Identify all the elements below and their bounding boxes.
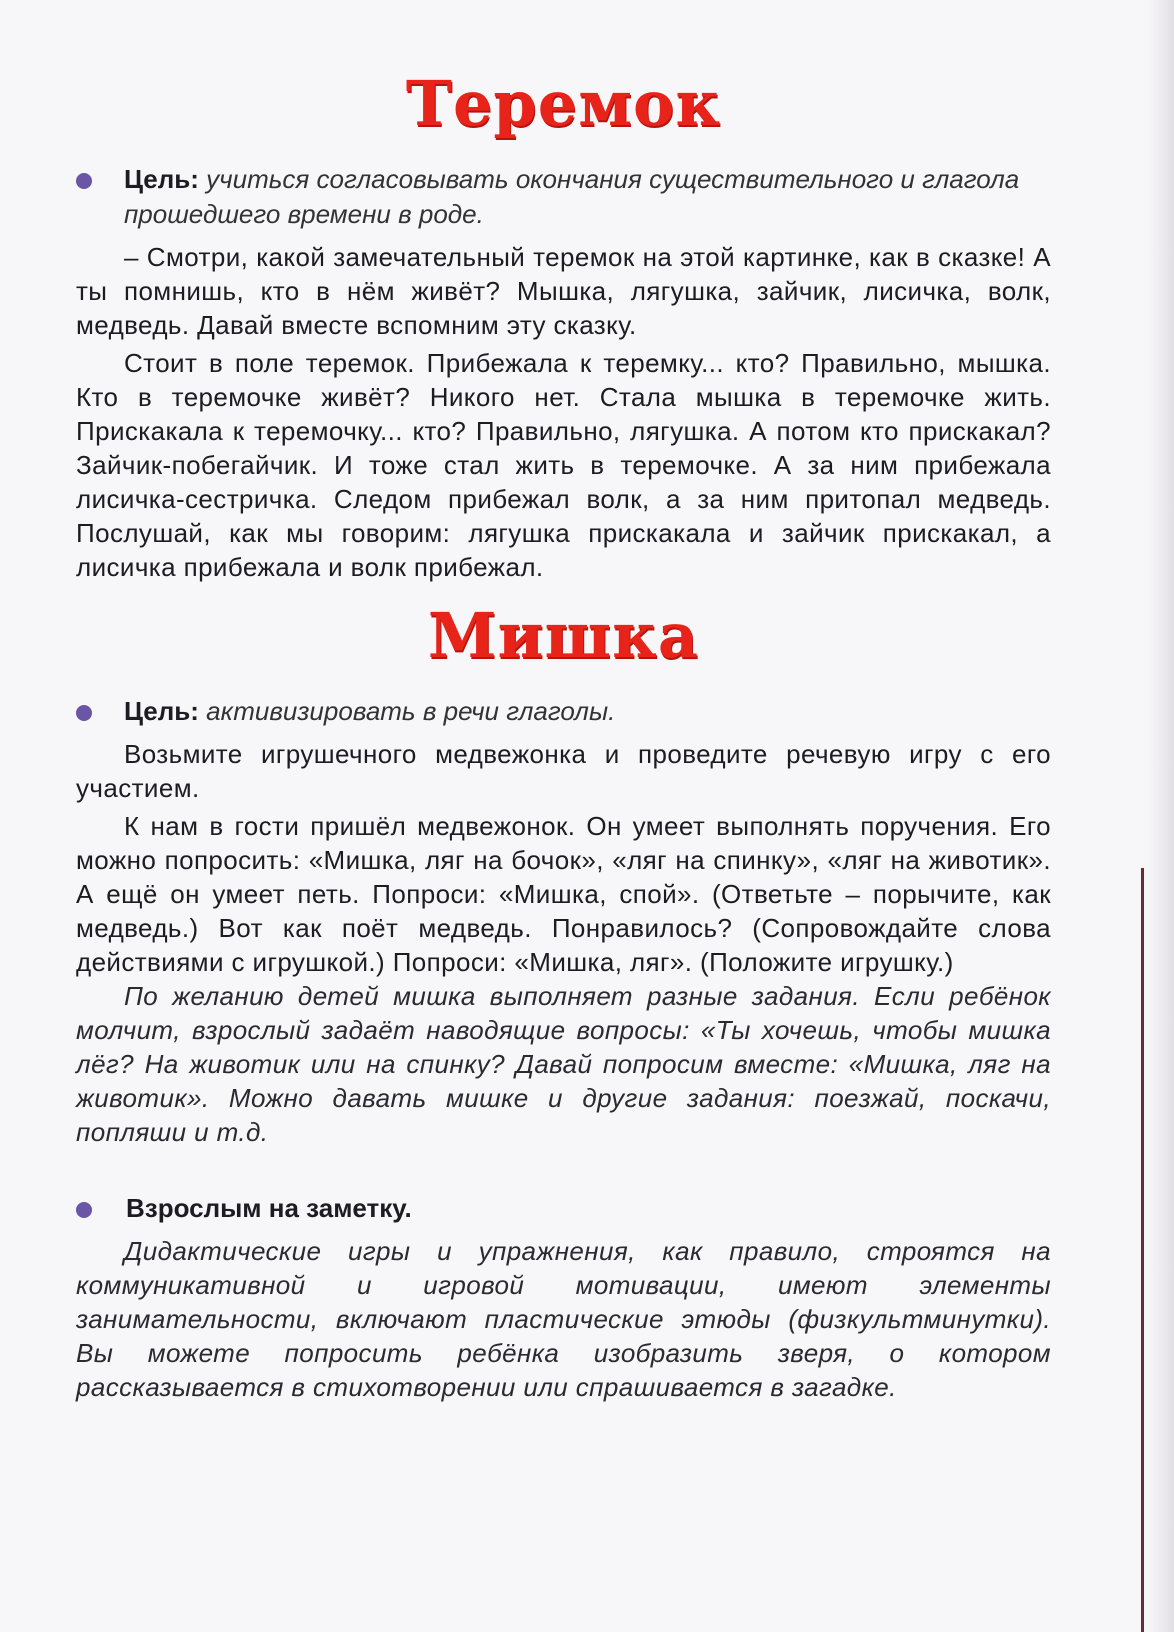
- note-heading: [76, 1191, 1051, 1226]
- bullet-icon: [76, 1202, 92, 1218]
- paragraph: – Смотри, какой замечательный теремок на этой картинке, как в сказке! А ты помнишь, кто в нём живёт? Мышка, лягушка, зайчик, лисичка, волк, медведь. Давай вместе вспомним эту сказку.: [76, 242, 1051, 340]
- goal-text: учиться согласовывать окончания существительного и глагола прошедшего времени в роде.: [124, 164, 1020, 229]
- goal-line: [76, 162, 1051, 232]
- section-mishka: [76, 592, 1051, 1149]
- paragraph-italic: По желанию детей мишка выполняет разные задания. Если ребёнок молчит, взрослый задаёт наводящие вопросы: «Ты хочешь, чтобы мишка лёг? На животик или на спинку? Давай попросим вместе: «Мишка, ляг на животик». Можно давать мишке и другие задания: поезжай, поскачи, попляши и т.д.: [76, 981, 1051, 1147]
- margin-line: [1141, 868, 1144, 1632]
- paragraph: Возьмите игрушечного медвежонка и проведите речевую игру с его участием.: [76, 739, 1051, 803]
- goal-label: Цель:: [124, 164, 199, 194]
- note-text: Дидактические игры и упражнения, как правило, строятся на коммуникативной и игровой мотивации, имеют элементы занимательности, включают пластические этюды (физкультминутки). Вы можете попросить ребёнка изобразить зверя, о котором рассказывается в стихотворении или спрашивается в загадке.: [76, 1236, 1051, 1402]
- note-heading-text: Взрослым на заметку.: [126, 1193, 412, 1223]
- bullet-icon: [76, 705, 92, 721]
- adult-note: [76, 1191, 1051, 1404]
- paragraph: К нам в гости пришёл медвежонок. Он умеет выполнять поручения. Его можно попросить: «Мишка, ляг на бочок», «ляг на спинку», «ляг на животик». А ещё он умеет петь. Попроси: «Мишка, спой». (Ответьте – порычите, как медведь.) Вот как поёт медведь. Понравилось? (Сопровождайте слова действиями с игрушкой.) Попроси: «Мишка, ляг». (Положите игрушку.): [76, 811, 1051, 977]
- page-edge-shadow: [1146, 0, 1174, 1632]
- section-title: Теремок: [405, 67, 722, 140]
- section-teremok: [76, 60, 1051, 584]
- paragraph: Стоит в поле теремок. Прибежала к теремку... кто? Правильно, мышка. Кто в теремочке живёт? Никого нет. Стала мышка в теремочке жить. Прискакала к теремочку... кто? Правильно, лягушка. А потом кто прискакал? Зайчик-побегайчик. И тоже стал жить в теремочке. А за ним прибежала лисичка-сестричка. Следом прибежал волк, а за ним притопал медведь. Послушай, как мы говорим: лягушка прискакала и зайчик прискакал, а лисичка прибежала и волк прибежал.: [76, 348, 1051, 582]
- page-content: [76, 60, 1051, 1404]
- goal-text: активизировать в речи глаголы.: [206, 696, 616, 726]
- goal-label: Цель:: [124, 696, 199, 726]
- section-title: Мишка: [427, 599, 700, 672]
- goal-line: [76, 694, 1051, 729]
- bullet-icon: [76, 173, 92, 189]
